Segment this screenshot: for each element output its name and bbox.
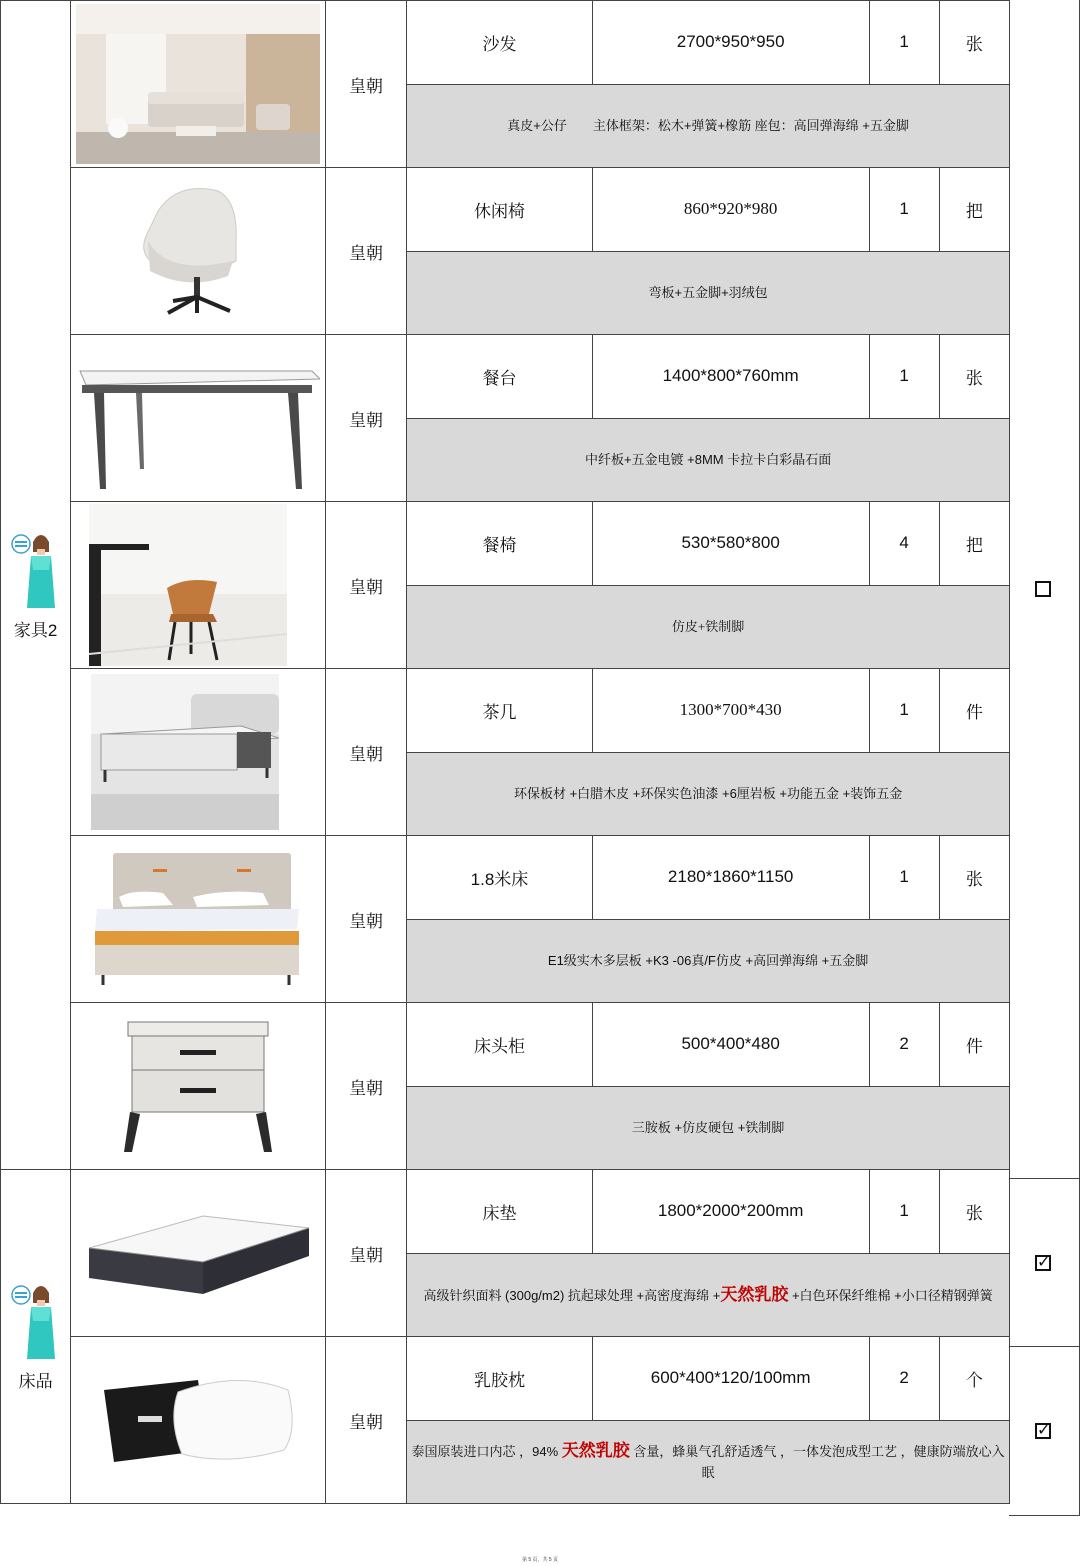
product-qty: 1 [869, 168, 939, 252]
category-cell-bedding [1, 1170, 71, 1504]
product-size: 530*580*800 [592, 502, 869, 586]
column-divider [1009, 1515, 1079, 1516]
product-name: 乳胶枕 [407, 1337, 593, 1421]
brand-cell: 皇朝 [325, 836, 406, 1003]
brand-cell: 皇朝 [325, 1337, 406, 1504]
product-image-cell [71, 1, 326, 168]
product-name: 床头柜 [407, 1003, 593, 1087]
product-image-cell [71, 1337, 326, 1504]
product-desc: 弯板+五金脚+羽绒包 [407, 251, 1010, 335]
table-row [1, 502, 1010, 586]
desc-text: 泰国原装进口内芯 ，94% [411, 1444, 562, 1460]
desc-highlight: 天然乳胶 [561, 1441, 630, 1461]
dining-table-image [76, 343, 320, 493]
mattress-image [83, 1198, 313, 1308]
product-unit: 把 [939, 502, 1009, 586]
product-image-cell [71, 669, 326, 836]
select-checkbox-furniture[interactable] [1035, 581, 1051, 597]
product-image-cell [71, 502, 326, 669]
product-qty: 1 [869, 1, 939, 85]
latex-pillow-image [98, 1370, 298, 1470]
brand-cell: 皇朝 [325, 335, 406, 502]
nightstand-image [118, 1016, 278, 1156]
product-name: 1.8米床 [407, 836, 593, 920]
select-checkbox-mattress[interactable]: ✓ [1037, 1254, 1051, 1271]
product-desc: 中纤板+五金电镀 +8MM 卡拉卡白彩晶石面 [407, 418, 1010, 502]
table-row [1, 836, 1010, 920]
page-footer: 第 5 页，共 5 页 [521, 1557, 559, 1563]
product-size: 2180*1860*1150 [592, 836, 869, 920]
product-unit: 张 [939, 335, 1009, 419]
product-qty: 4 [869, 502, 939, 586]
desc-text: 高级针织面料 (300g/m2) 抗起球处理 +高密度海绵 + [423, 1287, 721, 1303]
product-qty: 1 [869, 1170, 939, 1254]
product-name: 床垫 [407, 1170, 593, 1254]
product-unit: 张 [939, 836, 1009, 920]
product-qty: 1 [869, 335, 939, 419]
column-divider [1009, 1178, 1079, 1179]
product-desc: E1级实木多层板 +K3 -06真/F仿皮 +高回弹海绵 +五金脚 [407, 919, 1010, 1003]
table-row [1, 1, 1010, 85]
product-image-cell [71, 168, 326, 335]
product-unit: 把 [939, 168, 1009, 252]
table-row [1, 1003, 1010, 1087]
product-unit: 件 [939, 669, 1009, 753]
product-unit: 张 [939, 1170, 1009, 1254]
product-desc: 环保板材 +白腊木皮 +环保实色油漆 +6厘岩板 +功能五金 +装饰五金 [407, 752, 1010, 836]
product-image-cell [71, 1003, 326, 1170]
table-row [1, 168, 1010, 252]
category-label: 床品 [18, 1372, 53, 1391]
product-size: 1400*800*760mm [592, 335, 869, 419]
table-row [1, 335, 1010, 419]
brand-cell: 皇朝 [325, 1, 406, 168]
table-row [1, 1337, 1010, 1421]
lounge-chair-image [118, 181, 278, 321]
coffee-table-image [91, 674, 279, 830]
product-name: 沙发 [407, 1, 593, 85]
product-desc [407, 1420, 1010, 1504]
product-size: 1800*2000*200mm [592, 1170, 869, 1254]
product-qty: 1 [869, 836, 939, 920]
brand-cell: 皇朝 [325, 669, 406, 836]
product-size: 1300*700*430 [592, 669, 869, 753]
brand-cell: 皇朝 [325, 1170, 406, 1337]
column-divider [1009, 1346, 1079, 1347]
product-size: 2700*950*950 [592, 1, 869, 85]
product-desc: 仿皮+铁制脚 [407, 585, 1010, 669]
brand-cell: 皇朝 [325, 1003, 406, 1170]
desc-text: +白色环保纤维棉 +小口径精钢弹簧 [788, 1287, 993, 1303]
product-image-cell [71, 335, 326, 502]
product-qty: 2 [869, 1003, 939, 1087]
brand-cell: 皇朝 [325, 502, 406, 669]
product-image-cell [71, 836, 326, 1003]
category-label: 家具2 [13, 620, 58, 640]
selection-column [1009, 0, 1080, 1516]
table-row [1, 669, 1010, 753]
brand-cell: 皇朝 [325, 168, 406, 335]
product-desc [407, 1253, 1010, 1337]
mascot-avatar-icon [11, 1281, 61, 1361]
product-size: 860*920*980 [592, 168, 869, 252]
desc-text: 含量，蜂巢气孔舒适透气 ，一体发泡成型工艺 ，健康防端放心入眠 [629, 1444, 1005, 1481]
bed-image [93, 849, 303, 989]
product-size: 500*400*480 [592, 1003, 869, 1087]
product-name: 餐台 [407, 335, 593, 419]
product-unit: 个 [939, 1337, 1009, 1421]
dining-chair-image [89, 504, 287, 666]
product-qty: 1 [869, 669, 939, 753]
product-image-cell [71, 1170, 326, 1337]
product-unit: 张 [939, 1, 1009, 85]
product-name: 茶几 [407, 669, 593, 753]
category-cell-furniture [1, 1, 71, 1170]
select-checkbox-pillow[interactable]: ✓ [1037, 1422, 1051, 1439]
product-name: 休闲椅 [407, 168, 593, 252]
product-desc: 真皮+公仔 主体框架：松木+弹簧+橡筋 座包：高回弹海绵 +五金脚 [407, 84, 1010, 168]
product-qty: 2 [869, 1337, 939, 1421]
table-row [1, 1170, 1010, 1254]
product-unit: 件 [939, 1003, 1009, 1087]
product-desc: 三胺板 +仿皮硬包 +铁制脚 [407, 1086, 1010, 1170]
sofa-image [76, 4, 320, 164]
mascot-avatar-icon [11, 530, 61, 610]
desc-highlight: 天然乳胶 [720, 1284, 789, 1304]
product-name: 餐椅 [407, 502, 593, 586]
product-size: 600*400*120/100mm [592, 1337, 869, 1421]
